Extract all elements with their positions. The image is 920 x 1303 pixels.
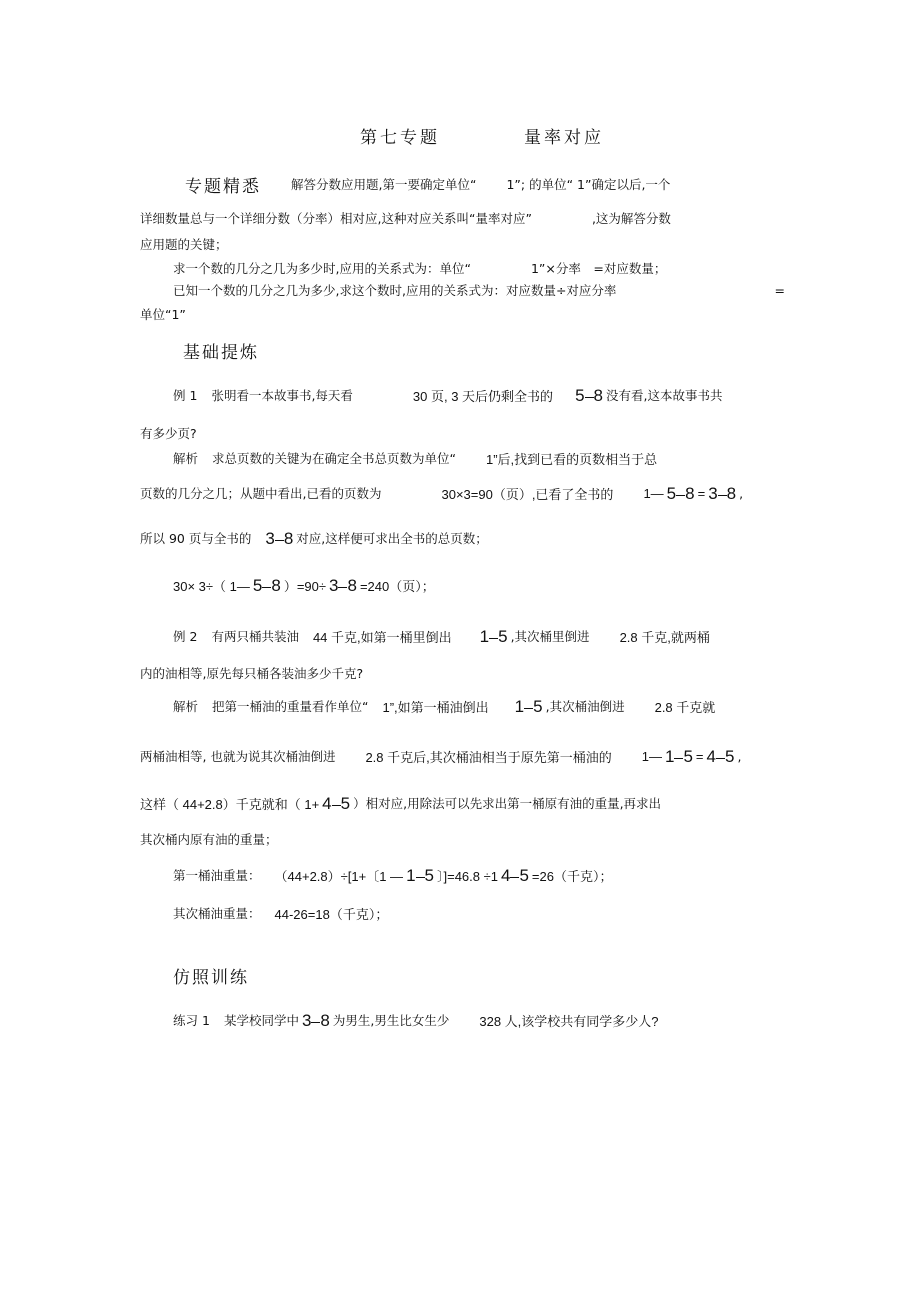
fraction [707, 748, 735, 765]
fraction [329, 577, 357, 594]
text: 其次桶油重量： [173, 906, 261, 921]
text: 单位“1” [140, 307, 186, 322]
fraction [665, 748, 693, 765]
text: 解答分数应用题,第一要确定单位“ [291, 177, 477, 192]
text: 详细数量总与一个详细分数（分率）相对应,这种对应关系叫“量率对应” [140, 211, 532, 226]
text: 其次桶内原有油的重量； [140, 832, 278, 847]
solution-1-line-2 [140, 481, 743, 505]
fraction [515, 698, 543, 715]
text: , [739, 485, 744, 501]
text: = [774, 282, 785, 298]
example-label: 例 2 [173, 629, 198, 644]
numerator: 1 [664, 746, 675, 766]
fraction [265, 530, 293, 547]
text: 求总页数的关键为在确定全书总页数为单位“ [212, 451, 456, 466]
text: 页数的几分之几；从题中看出,已看的页数为 [140, 486, 382, 501]
numerator: 3 [265, 528, 275, 548]
numerator: 5 [252, 575, 263, 595]
text: , [737, 748, 742, 764]
text: 应用题的关键； [140, 237, 228, 252]
title-part1: 第七专题 [360, 127, 440, 148]
section-heading-basics: 基础提炼 [183, 342, 259, 363]
fraction [253, 577, 281, 594]
second-bucket-weight [173, 901, 388, 925]
denominator: 8 [726, 483, 737, 503]
numerator: 1 [514, 696, 525, 716]
denominator: 8 [283, 528, 294, 548]
fraction [501, 867, 529, 884]
denominator: 5 [424, 865, 434, 885]
fraction [667, 485, 695, 502]
fraction [322, 795, 350, 812]
page-title [360, 123, 604, 147]
fraction [575, 387, 603, 404]
solution-2-line-2 [140, 744, 741, 768]
denominator: 5 [683, 746, 693, 766]
text: 这样（ 44+2.8）千克就和（ 1+ [140, 796, 320, 812]
text: 没有看,这本故事书共 [606, 388, 723, 403]
intro-line-1 [185, 172, 670, 196]
numerator: 5 [575, 385, 585, 405]
text: 1— [643, 485, 664, 501]
denominator: 8 [320, 1010, 330, 1030]
text: 2.8 千克就 [654, 699, 716, 715]
text: 内的油相等,原先每只桶各装油多少千克? [140, 666, 364, 681]
example-2-line-1 [173, 624, 710, 648]
solution-2-line-3 [140, 791, 661, 815]
section-heading-practice: 仿照训练 [173, 967, 249, 988]
text: 1”后,找到已看的页数相当于总 [486, 451, 658, 467]
denominator: 8 [593, 385, 603, 405]
numerator: 3 [708, 483, 718, 503]
numerator: 4 [500, 865, 511, 885]
text: ,其次桶里倒进 [510, 629, 590, 644]
text: 2.8 千克后,其次桶油相当于原先第一桶油的 [365, 749, 612, 765]
text: 30×3=90（页）,已看了全书的 [441, 486, 614, 502]
fraction [302, 1012, 330, 1029]
text: 30 页, 3 天后仍剩全书的 [412, 388, 554, 404]
text: 1— [641, 748, 662, 764]
text: 把第一桶油的重量看作单位“ [212, 699, 369, 714]
text: 张明看一本故事书,每天看 [211, 388, 353, 403]
text: 对应,这样便可求出全书的总页数； [296, 531, 488, 546]
denominator: 8 [347, 575, 357, 595]
text: （44+2.8）÷[1+〔1 — [274, 868, 404, 884]
text: ）=90÷ [283, 578, 326, 594]
numerator: 1 [406, 865, 416, 885]
text: = [695, 748, 704, 764]
text: 44-26=18（千克）； [274, 906, 389, 922]
numerator: 5 [666, 483, 677, 503]
intro-line-4 [173, 256, 666, 280]
text: ,这为解答分数 [591, 211, 671, 226]
solution-2-line-4 [140, 827, 278, 851]
numerator: 3 [329, 575, 339, 595]
denominator: 5 [498, 626, 508, 646]
example-label: 例 1 [173, 388, 198, 403]
solution-1-line-1 [173, 446, 657, 470]
solution-label: 解析 [173, 451, 199, 466]
text: 〕]=46.8 ÷1 [437, 868, 498, 884]
text: 2.8 千克,就两桶 [619, 629, 710, 645]
text: 第一桶油重量： [173, 868, 261, 883]
text: 1”×分率 =对应数量； [530, 261, 667, 276]
text: 44 千克,如第一桶里倒出 [312, 629, 452, 645]
text: 某学校同学中 [223, 1013, 299, 1028]
intro-line-5 [173, 278, 785, 302]
text: ）相对应,用除法可以先求出第一桶原有油的重量,再求出 [353, 796, 662, 811]
text: 30× 3÷（ 1— [173, 578, 250, 594]
numerator: 1 [479, 626, 490, 646]
fraction [708, 485, 736, 502]
section-heading-intro: 专题精悉 [185, 176, 261, 197]
title-part2: 量率对应 [524, 127, 604, 148]
text: 已知一个数的几分之几为多少,求这个数时,应用的关系式为：对应数量÷对应分率 [173, 283, 617, 298]
first-bucket-weight [173, 863, 612, 887]
denominator: 5 [340, 793, 351, 813]
denominator: 8 [271, 575, 281, 595]
fraction [406, 867, 434, 884]
example-2-line-2 [140, 661, 363, 685]
text: =26（千克）； [531, 868, 613, 884]
example-1-line-1 [173, 383, 722, 407]
text: 1”,如第一桶油倒出 [382, 699, 489, 715]
numerator: 4 [706, 746, 716, 766]
denominator: 8 [685, 483, 695, 503]
text: 为男生,男生比女生少 [332, 1013, 450, 1028]
solution-1-calc [173, 573, 435, 597]
text: 328 人,该学校共有同学多少人? [479, 1013, 659, 1029]
text: 有多少页? [140, 426, 197, 441]
solution-label: 解析 [173, 699, 199, 714]
solution-1-line-3 [140, 526, 488, 550]
denominator: 5 [533, 696, 543, 716]
text: 1”; 的单位“ 1”确定以后,一个 [506, 177, 671, 192]
intro-line-3 [140, 232, 228, 256]
text: 求一个数的几分之几为多少时,应用的关系式为：单位“ [173, 261, 471, 276]
example-1-line-2 [140, 421, 197, 445]
solution-2-line-1 [173, 694, 715, 718]
denominator: 5 [724, 746, 735, 766]
text: 两桶油相等, 也就为说其次桶油倒进 [140, 749, 336, 764]
denominator: 5 [519, 865, 529, 885]
text: =240（页）； [359, 578, 435, 594]
text: 所以 90 页与全书的 [140, 531, 252, 546]
fraction [480, 628, 508, 645]
practice-1 [173, 1008, 659, 1032]
numerator: 3 [301, 1010, 312, 1030]
text: = [697, 485, 706, 501]
practice-label: 练习 1 [173, 1013, 210, 1028]
intro-line-6 [140, 302, 186, 326]
text: 有两只桶共装油 [211, 629, 299, 644]
numerator: 4 [322, 793, 332, 813]
text: ,其次桶油倒进 [545, 699, 625, 714]
intro-line-2 [140, 206, 671, 230]
